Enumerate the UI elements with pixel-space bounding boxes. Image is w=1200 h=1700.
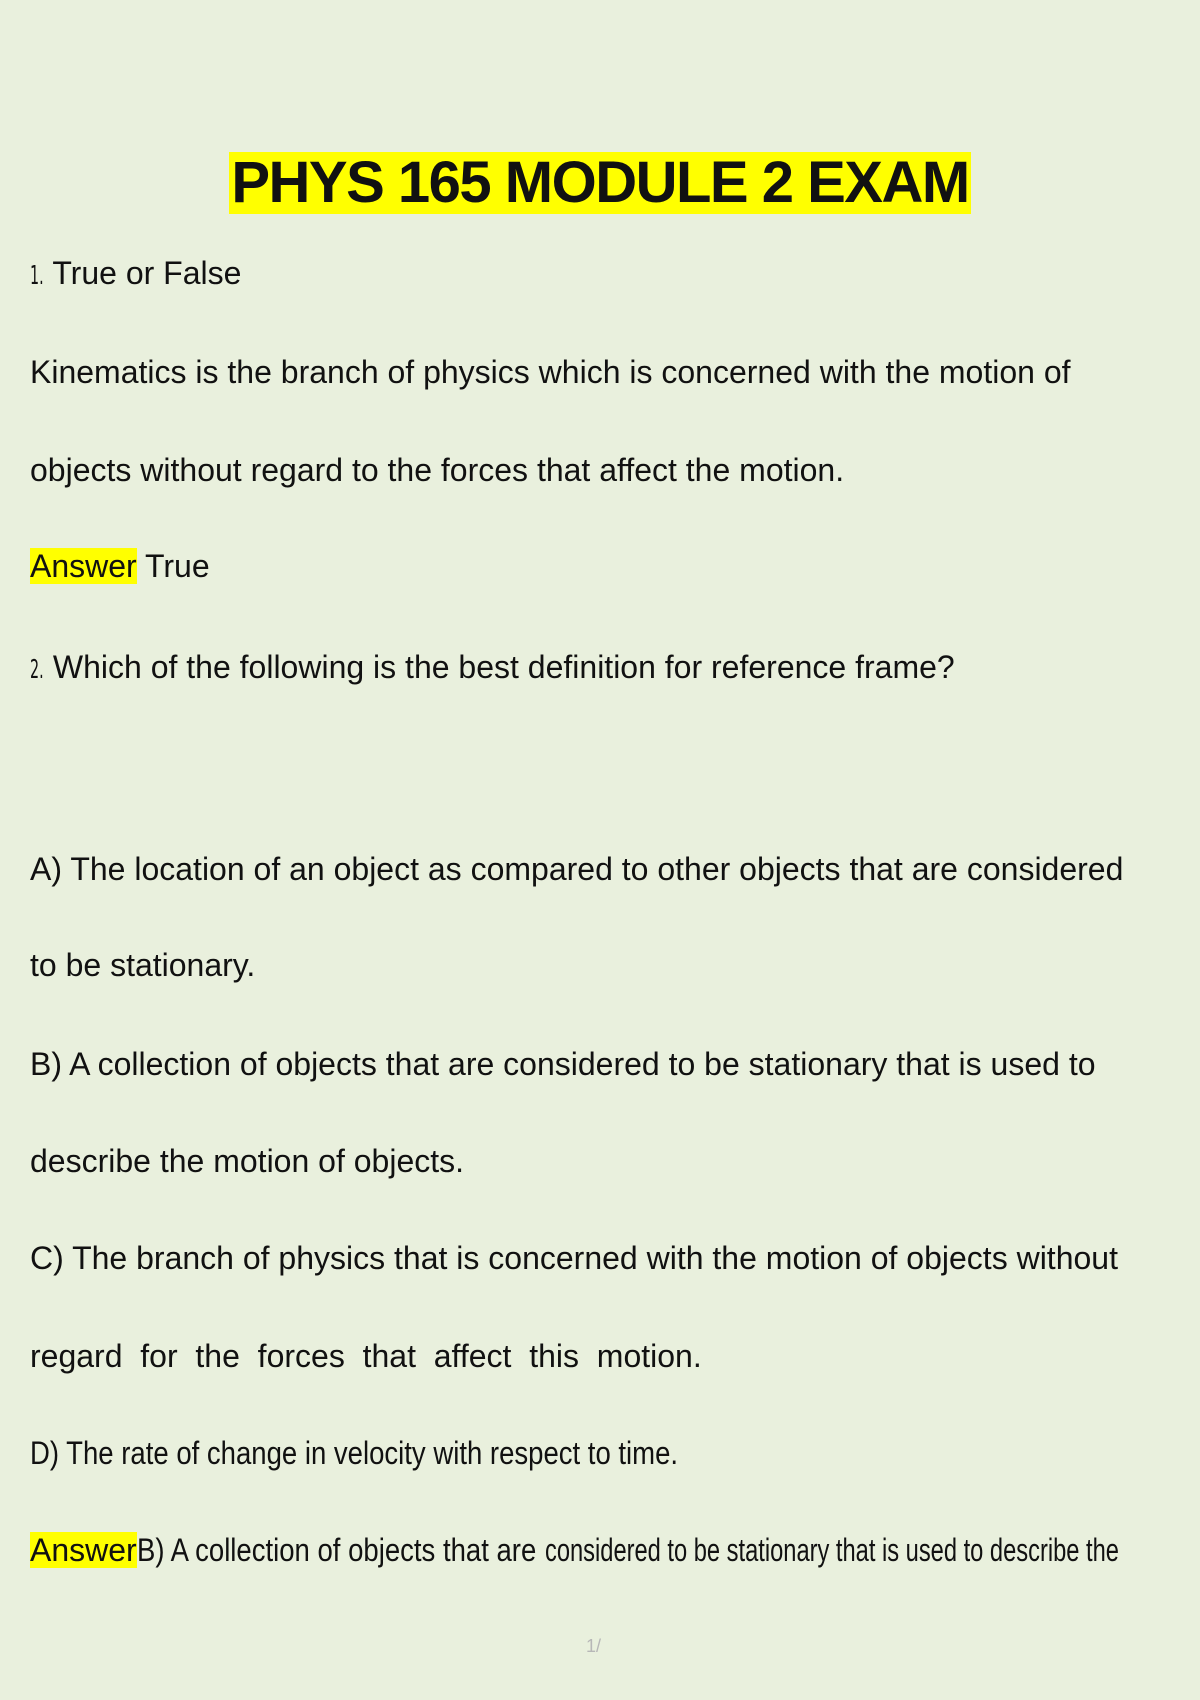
title-container [0, 152, 1200, 214]
answer-text: True [136, 548, 210, 584]
option-b-line-2: describe the motion of objects. [30, 1143, 465, 1179]
question-2-number: 2. [30, 655, 44, 685]
question-1-number: 1. [30, 261, 44, 291]
option-a-line-2: to be stationary. [30, 947, 256, 983]
answer-text: B) A collection of objects that are [136, 1532, 536, 1568]
option-c-line-1: C) The branch of physics that is concerned with the motion of objects without [30, 1240, 1118, 1276]
option-b-line-1: B) A collection of objects that are considered to be stationary that is used to [30, 1046, 1096, 1082]
question-2-heading [30, 647, 955, 690]
question-1-body-line-2: objects without regard to the forces that affect the motion. [30, 452, 845, 488]
page-title: PHYS 165 MODULE 2 EXAM [231, 150, 969, 215]
question-1-answer [30, 546, 210, 586]
option-c-line-2: regard for the forces that affect this motion. [30, 1338, 702, 1374]
option-a-line-1: A) The location of an object as compared to other objects that are considered [30, 851, 1124, 887]
option-d-line [30, 1433, 784, 1473]
question-1-prompt: True or False [52, 255, 242, 291]
answer-text-tail: considered to be stationary that is used to describe the [544, 1532, 1119, 1568]
question-2-answer [30, 1530, 1200, 1570]
answer-label: Answer [30, 548, 137, 584]
option-d-text: D) The rate of change in velocity with respect to time. [30, 1435, 679, 1471]
question-1-body-line-1: Kinematics is the branch of physics which is concerned with the motion of [30, 354, 1071, 390]
answer-label: Answer [30, 1532, 137, 1568]
page-number: 1/ [586, 1636, 602, 1656]
question-1-heading [30, 253, 241, 296]
question-2-prompt: Which of the following is the best definition for reference frame? [52, 649, 955, 685]
